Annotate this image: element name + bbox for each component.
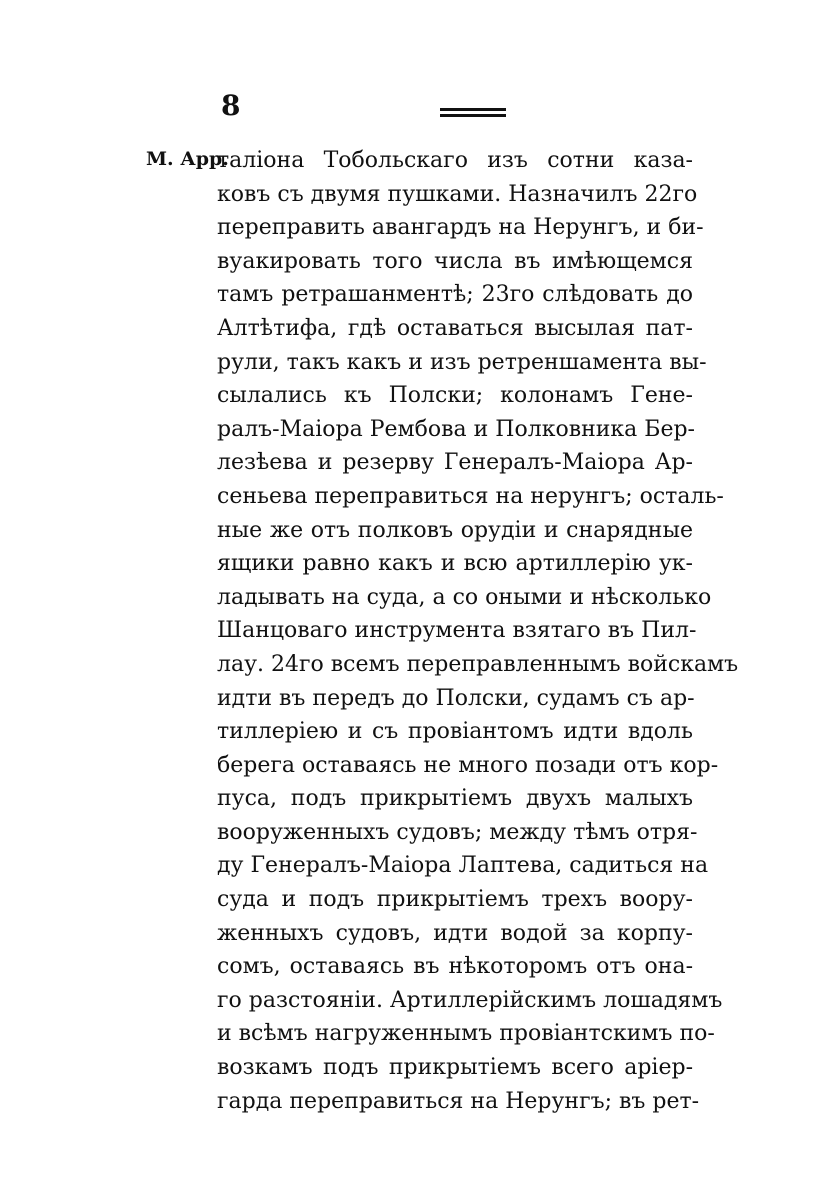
- text-line: берега оставаясь не много позади отъ кор-: [217, 752, 719, 778]
- text-line: ящики равно какъ и всю артиллерію ук-: [217, 551, 693, 577]
- margin-note: М. Арр.: [146, 148, 229, 170]
- text-line: идти въ передъ до Полски, судамъ съ ар-: [217, 685, 695, 711]
- text-line: возкамъ подъ прикрытіемъ всего аріер-: [217, 1055, 693, 1081]
- text-line: суда и подъ прикрытіемъ трехъ воору-: [217, 887, 693, 913]
- text-line: сеньева переправиться на нерунгъ; осталь-: [217, 483, 724, 509]
- text-line: тамъ ретрашанментѣ; 23го слѣдовать до: [217, 282, 693, 308]
- text-line: лезѣева и резерву Генералъ-Маіора Ар-: [217, 450, 693, 476]
- text-line: ладывать на суда, а со оными и нѣсколько: [217, 584, 712, 610]
- text-line: лау. 24го всемъ переправленнымъ войскамъ: [217, 651, 739, 677]
- text-line: Шанцоваго инструмента взятаго въ Пил-: [217, 618, 697, 644]
- text-line: и всѣмъ нагруженнымъ провіантскимъ по-: [217, 1021, 715, 1047]
- page-number: 8: [221, 89, 241, 122]
- text-line: сомъ, оставаясь въ нѣкоторомъ отъ она-: [217, 954, 693, 980]
- header-ornament: [440, 108, 506, 120]
- body-text: [217, 144, 739, 1118]
- text-line: ковъ съ двумя пушками. Назначилъ 22го: [217, 181, 698, 207]
- text-line: переправить авангардъ на Нерунгъ, и би-: [217, 215, 704, 241]
- ornament-rule: [440, 108, 506, 111]
- text-line: Алтѣтифа, гдѣ оставаться высылая пат-: [217, 315, 693, 341]
- text-line: вооруженныхъ судовъ; между тѣмъ отря-: [217, 819, 698, 845]
- text-line: рули, такъ какъ и изъ ретреншамента вы-: [217, 349, 707, 375]
- ornament-rule: [440, 114, 506, 117]
- text-line: ралъ-Маіора Рембова и Полковника Бер-: [217, 416, 695, 442]
- text-line: ные же отъ полковъ орудіи и снарядные: [217, 517, 693, 543]
- text-line: таліона Тобольскаго изъ сотни каза-: [217, 148, 693, 173]
- text-line: сылались къ Полски; колонамъ Гене-: [217, 383, 693, 409]
- text-line: пуса, подъ прикрытіемъ двухъ малыхъ: [217, 786, 693, 812]
- text-line: ду Генералъ-Маіора Лаптева, садиться на: [217, 853, 709, 879]
- text-line: вуакировать того числа въ имѣющемся: [217, 248, 693, 274]
- text-line: гарда переправиться на Нерунгъ; въ рет-: [217, 1088, 700, 1114]
- text-line: женныхъ судовъ, идти водой за корпу-: [217, 920, 693, 946]
- text-line: тиллеріею и съ провіантомъ идти вдоль: [217, 719, 693, 745]
- text-line: го разстояніи. Артиллерійскимъ лошадямъ: [217, 987, 723, 1013]
